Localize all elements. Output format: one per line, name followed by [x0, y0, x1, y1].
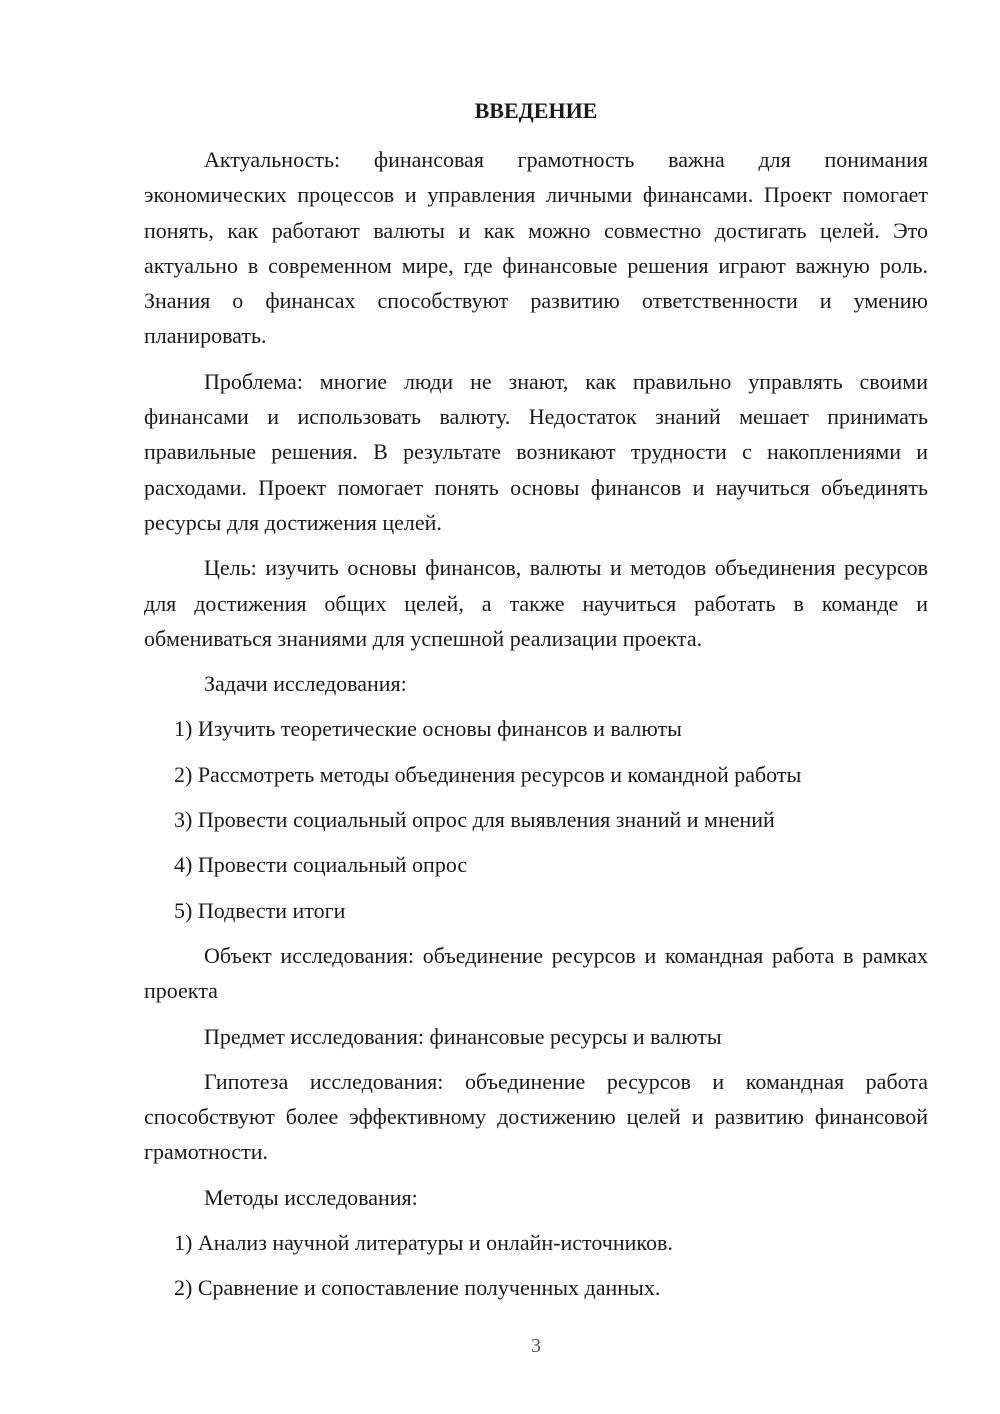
method-item: 1) Анализ научной литературы и онлайн-источников.	[174, 1230, 673, 1256]
document-body	[144, 142, 928, 1316]
task-item: 1) Изучить теоретические основы финансов и валюты	[174, 716, 682, 742]
task-item: 4) Провести социальный опрос	[174, 852, 468, 878]
task-item: 2) Рассмотреть методы объединения ресурсов и командной работы	[174, 761, 802, 787]
section-title: ВВЕДЕНИЕ	[474, 98, 598, 123]
tasks-heading: Задачи исследования:	[204, 671, 407, 697]
problem-paragraph: Проблема: многие люди не знают, как правильно управлять своими финансами и использовать валюту. Недостаток знаний мешает принимать правильные решения. В результате возникают трудности с накоплениями и расходами. Проект помогает понять основы финансов и научиться объединять ресурсы для достижения целей.	[144, 368, 928, 535]
task-item: 3) Провести социальный опрос для выявления знаний и мнений	[174, 807, 775, 833]
goal-paragraph: Цель: изучить основы финансов, валюты и методов объединения ресурсов для достижения общих целей, а также научиться работать в команде и обмениваться знаниями для успешной реализации проекта.	[144, 555, 928, 651]
object-paragraph: Объект исследования: объединение ресурсов и командная работа в рамках проекта	[144, 942, 928, 1004]
relevance-paragraph: Актуальность: финансовая грамотность важна для понимания экономических процессов и управления личными финансами. Проект помогает понять, как работают валюты и как можно совместно достигать целей. Это актуально в современном мире, где финансовые решения играют важную роль. Знания о финансах способствуют развитию ответственности и умению планировать.	[144, 147, 928, 349]
subject-paragraph: Предмет исследования: финансовые ресурсы и валюты	[204, 1023, 722, 1049]
task-item: 5) Подвести итоги	[174, 897, 346, 923]
document-page	[144, 0, 928, 1414]
page-number: 3	[531, 1335, 541, 1357]
hypothesis-paragraph: Гипотеза исследования: объединение ресурсов и командная работа способствуют более эффективному достижению целей и развитию финансовой грамотности.	[144, 1068, 928, 1165]
methods-heading: Методы исследования:	[204, 1184, 418, 1210]
method-item: 2) Сравнение и сопоставление полученных данных.	[174, 1275, 661, 1301]
